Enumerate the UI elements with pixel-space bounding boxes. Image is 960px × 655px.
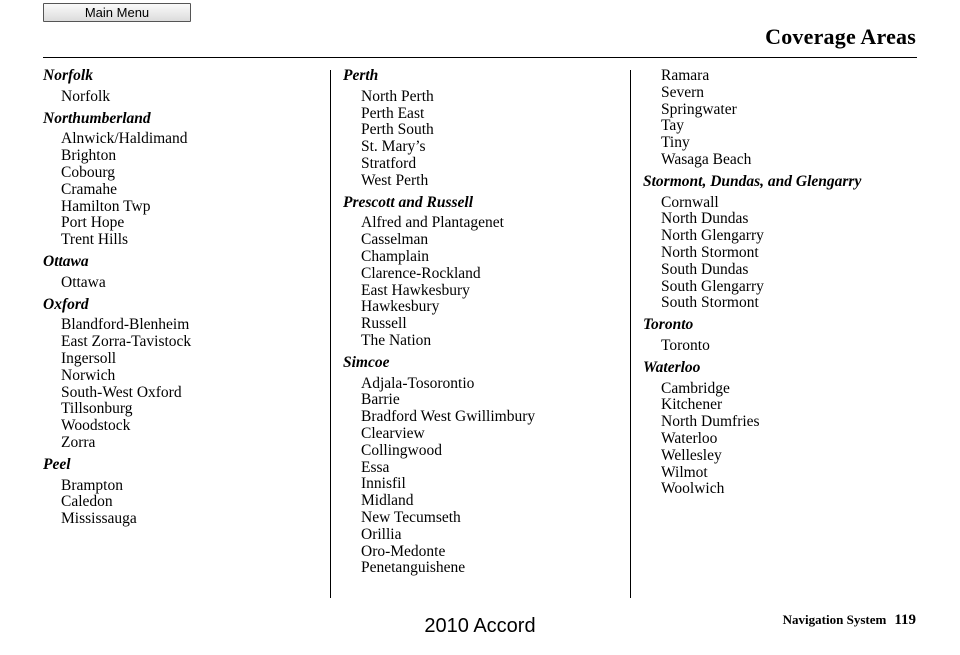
region-group <box>43 254 323 292</box>
place-item: Perth East <box>361 104 425 122</box>
region-group <box>343 355 623 577</box>
place-item: Ottawa <box>61 273 106 291</box>
place-item: Blandford-Blenheim <box>61 316 190 334</box>
place-item: West Perth <box>361 171 429 189</box>
place-list <box>343 89 623 190</box>
place-item: Caledon <box>61 493 113 511</box>
place-item: Perth South <box>361 121 434 139</box>
place-item: Mississauga <box>61 510 137 528</box>
place-item: Russell <box>361 315 407 333</box>
place-item: Midland <box>361 492 414 510</box>
place-item: North Glengarry <box>661 227 764 245</box>
place-list <box>643 338 933 355</box>
place-item: Zorra <box>61 433 96 451</box>
place-list <box>43 275 323 292</box>
place-item: Casselman <box>361 231 429 249</box>
region-group <box>643 360 933 498</box>
place-item: Severn <box>661 83 705 101</box>
place-item: Tiny <box>661 134 690 152</box>
place-item: Alnwick/Haldimand <box>61 130 188 148</box>
region-group <box>43 457 323 528</box>
place-item: Wellesley <box>661 446 722 464</box>
region-group <box>643 174 933 312</box>
place-item: Cobourg <box>61 163 115 181</box>
place-item: Clarence-Rockland <box>361 264 481 282</box>
title-rule <box>43 57 917 58</box>
place-item: Hawkesbury <box>361 298 440 316</box>
region-group <box>343 68 623 190</box>
place-item: Alfred and Plantagenet <box>361 214 504 232</box>
place-item: Cramahe <box>61 180 117 198</box>
coverage-column-3 <box>643 68 933 498</box>
region-name: Stormont, Dundas, and Glengarry <box>643 172 862 190</box>
place-list <box>343 376 623 578</box>
place-item: Woodstock <box>61 417 131 435</box>
region-name: Simcoe <box>343 353 390 371</box>
place-list <box>43 478 323 528</box>
place-item: Clearview <box>361 424 425 442</box>
coverage-column-2 <box>343 68 623 577</box>
place-item: Wasaga Beach <box>661 150 752 168</box>
place-item: Kitchener <box>661 396 723 414</box>
main-menu-button[interactable]: Main Menu <box>43 3 191 22</box>
place-item: North Dundas <box>661 210 749 228</box>
place-item: Orillia <box>361 525 402 543</box>
region-name: Prescott and Russell <box>343 193 474 211</box>
region-name: Norfolk <box>43 67 93 84</box>
place-item: Ramara <box>661 67 710 84</box>
place-item: Barrie <box>361 391 400 409</box>
place-item: East Hawkesbury <box>361 281 470 299</box>
column-divider <box>330 70 331 598</box>
place-item: Penetanguishene <box>361 559 466 577</box>
place-item: Port Hope <box>61 214 125 232</box>
place-item: Wilmot <box>661 463 708 481</box>
place-item: Brighton <box>61 147 117 165</box>
watermark: 2010 Accord <box>424 615 536 637</box>
place-item: Champlain <box>361 247 430 265</box>
place-item: East Zorra-Tavistock <box>61 333 192 351</box>
place-item: Collingwood <box>361 441 442 459</box>
place-item: Cambridge <box>661 379 730 397</box>
place-item: Ingersoll <box>61 349 117 367</box>
place-list <box>643 195 933 313</box>
place-list <box>643 381 933 499</box>
page-number: 119 <box>894 612 916 628</box>
place-item: Springwater <box>661 100 737 118</box>
place-list <box>43 131 323 249</box>
place-item: Toronto <box>661 336 710 354</box>
place-item: Woolwich <box>661 480 725 498</box>
place-item: South Stormont <box>661 294 759 312</box>
place-item: Adjala-Tosorontio <box>361 374 475 392</box>
place-item: South Dundas <box>661 260 749 278</box>
place-item: The Nation <box>361 331 432 349</box>
column-divider <box>630 70 631 598</box>
region-name: Peel <box>43 455 71 473</box>
region-group <box>43 111 323 249</box>
place-item: St. Mary’s <box>361 138 426 156</box>
place-item: North Perth <box>361 87 434 105</box>
region-name: Perth <box>343 67 379 84</box>
place-item: New Tecumseth <box>361 508 461 526</box>
place-item: Waterloo <box>661 429 718 447</box>
place-item: Hamilton Twp <box>61 197 151 215</box>
place-item: South Glengarry <box>661 277 764 295</box>
region-name: Ottawa <box>43 252 89 270</box>
place-item: Innisfil <box>361 475 406 493</box>
place-item: Brampton <box>61 476 123 494</box>
region-name: Northumberland <box>43 109 151 127</box>
place-list <box>343 215 623 349</box>
place-item: South-West Oxford <box>61 383 182 401</box>
coverage-column-1 <box>43 68 323 528</box>
region-name: Waterloo <box>643 358 701 376</box>
place-item: Essa <box>361 458 390 476</box>
region-group <box>43 297 323 452</box>
region-group <box>43 68 323 106</box>
place-item: Norwich <box>61 366 116 384</box>
place-item: Tillsonburg <box>61 400 133 418</box>
place-item: Stratford <box>361 154 417 172</box>
place-item: Norfolk <box>61 87 111 105</box>
region-group <box>643 68 933 169</box>
region-group <box>343 195 623 350</box>
region-group <box>643 317 933 355</box>
place-list <box>43 317 323 451</box>
region-name: Toronto <box>643 316 694 334</box>
place-item: Tay <box>661 117 685 135</box>
place-list <box>43 89 323 106</box>
place-item: North Stormont <box>661 243 759 261</box>
region-name: Oxford <box>43 295 89 313</box>
page-title: Coverage Areas <box>765 24 916 49</box>
place-item: Oro-Medonte <box>361 542 446 560</box>
place-item: Bradford West Gwillimbury <box>361 408 536 426</box>
place-item: North Dumfries <box>661 413 760 431</box>
place-item: Cornwall <box>661 193 719 211</box>
place-item: Trent Hills <box>61 231 129 249</box>
place-list <box>643 68 933 169</box>
footer-section-label: Navigation System <box>782 612 887 627</box>
